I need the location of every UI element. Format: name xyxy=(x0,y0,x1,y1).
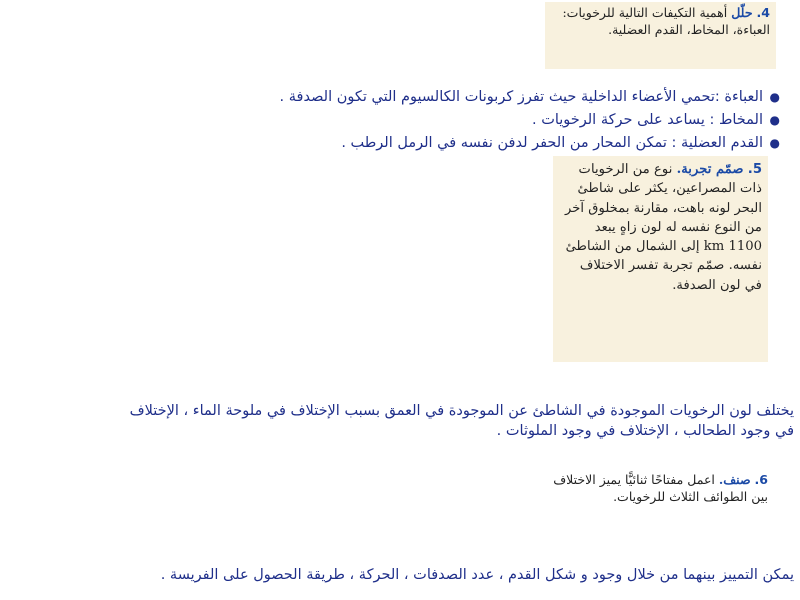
question-5-text: نوع من الرخويات ذات المصراعين، يكثر على شاطئ البحر لونه باهت، مقارنة بمخلوق آخر من النوع نفسه له لون زاهٍ يبعد 1100 km إلى الشمال من الشاطئ نفسه. صمّم تجربة تفسر الاختلاف في لون الصدفة. xyxy=(564,162,762,293)
question-5-keyword: صمّم تجربة. xyxy=(676,162,744,177)
answer-text: العباءة :تحمي الأعضاء الداخلية حيث تفرز كربونات الكالسيوم التي تكون الصدفة . xyxy=(279,89,763,105)
question-4-box xyxy=(545,2,776,69)
question-5-number: 5. xyxy=(747,162,762,177)
question-4-text: أهمية التكيفات التالية للرخويات: العباءة، المخاط، القدم العضلية. xyxy=(562,5,770,37)
question-4-answer-list xyxy=(120,86,780,155)
question-6-text: اعمل مفتاحًا ثنائيًّا يميز الاختلاف بين الطوائف الثلاث للرخويات. xyxy=(553,472,768,504)
answer-line: في وجود الطحالب ، الإختلاف في وجود الملوثات . xyxy=(496,423,794,439)
bullet-icon: ● xyxy=(769,90,780,104)
answer-text: المخاط : يساعد على حركة الرخويات . xyxy=(531,112,763,128)
answer-line: يمكن التمييز بينهما من خلال وجود و شكل القدم ، عدد الصدفات ، الحركة ، طريقة الحصول على الفريسة . xyxy=(160,567,794,583)
question-6-box xyxy=(541,469,774,531)
list-item xyxy=(120,109,780,132)
question-6-number: 6. xyxy=(754,472,768,487)
question-6-keyword: صنف. xyxy=(718,472,751,487)
list-item xyxy=(120,86,780,109)
list-item xyxy=(120,132,780,155)
question-4-keyword: حلّل xyxy=(731,5,753,20)
question-5-answer xyxy=(4,401,794,441)
question-5-box xyxy=(553,156,768,362)
answer-text: القدم العضلية : تمكن المحار من الحفر لدفن نفسه في الرمل الرطب . xyxy=(341,135,763,151)
bullet-icon: ● xyxy=(769,136,780,150)
question-6-answer xyxy=(4,565,794,585)
answer-line: يختلف لون الرخويات الموجودة في الشاطئ عن الموجودة في العمق بسبب الإختلاف في ملوحة الماء ، الإختلاف xyxy=(129,403,794,419)
bullet-icon: ● xyxy=(769,113,780,127)
question-4-number: 4. xyxy=(756,5,770,20)
